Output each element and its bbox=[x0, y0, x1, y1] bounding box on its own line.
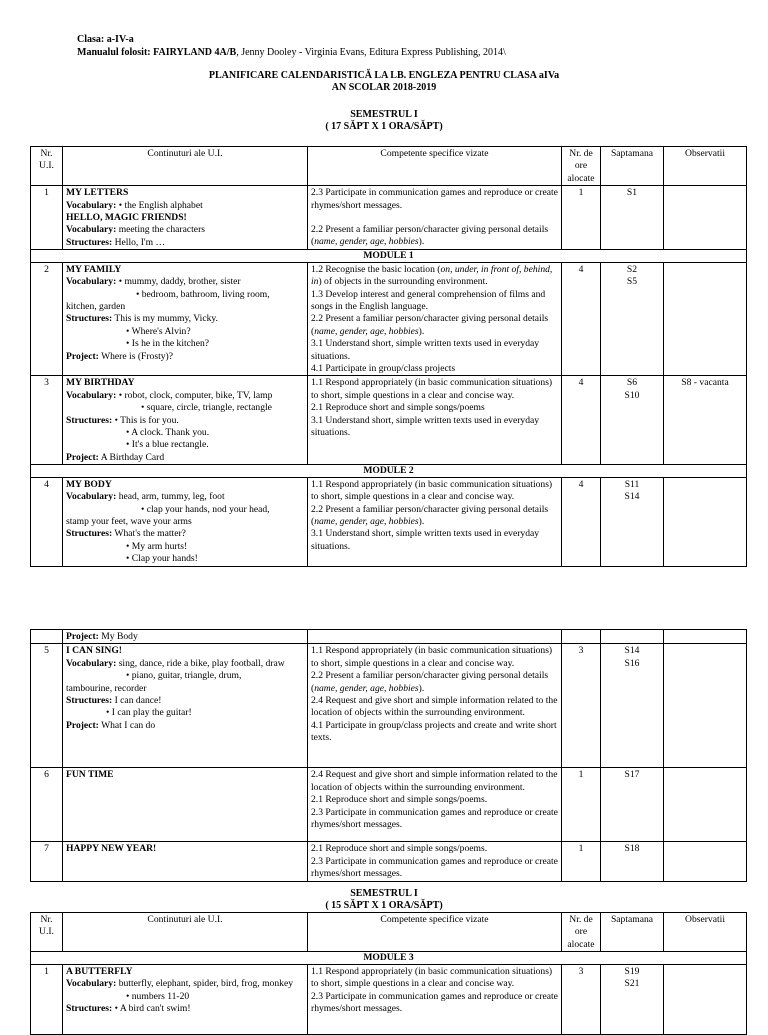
table-header-row bbox=[31, 147, 747, 186]
competence: 2.1 Reproduce short and simple songs/poems bbox=[311, 402, 485, 414]
row-hours: 4 bbox=[562, 477, 601, 566]
row-week bbox=[601, 644, 664, 768]
row-competences bbox=[308, 768, 562, 842]
module-row bbox=[31, 250, 747, 263]
class-line: Clasa: a-IV-a bbox=[77, 34, 134, 45]
structures-label: Structures: bbox=[66, 695, 113, 707]
vocab-label: Vocabulary: bbox=[66, 276, 117, 288]
unit-title: I CAN SING! bbox=[66, 645, 122, 657]
table-row bbox=[31, 842, 747, 881]
vocab-text: • robot, clock, computer, bike, TV, lamp bbox=[116, 389, 273, 401]
unit-title: MY BODY bbox=[66, 478, 112, 490]
table-row bbox=[31, 768, 747, 842]
project-text: What I can do bbox=[98, 719, 156, 731]
unit-title: FUN TIME bbox=[66, 769, 114, 781]
vocab-text: kitchen, garden bbox=[66, 300, 126, 312]
competence: 2.4 Request and give short and simple information related to the location of objects within the surrounding environment. bbox=[311, 769, 558, 793]
competence: 1.1 Respond appropriately (in basic communication situations) to short, simple questions in a clear and concise way. bbox=[311, 645, 553, 669]
unit-title: HAPPY NEW YEAR! bbox=[66, 843, 157, 855]
row-week bbox=[601, 262, 664, 376]
row-hours: 1 bbox=[562, 186, 601, 250]
week-start: S19 bbox=[624, 965, 640, 977]
row-hours: 4 bbox=[562, 262, 601, 376]
week-end: S21 bbox=[624, 978, 640, 990]
header-content: Continuturi ale U.I. bbox=[63, 913, 308, 952]
competence: 3.1 Understand short, simple written texts used in everyday situations. bbox=[311, 528, 540, 552]
header-content: Continuturi ale U.I. bbox=[63, 147, 308, 186]
unit-title: MY BIRTHDAY bbox=[66, 377, 135, 389]
structures-text: • Where's Alvin? bbox=[126, 325, 191, 337]
row-week: S17 bbox=[601, 768, 664, 842]
competence-text: ) of objects in the surrounding environment. bbox=[318, 276, 488, 288]
vocab-label: Vocabulary: bbox=[66, 491, 117, 503]
structures-label: Structures: bbox=[66, 1002, 113, 1014]
row-obs: S8 - vacanta bbox=[664, 376, 747, 465]
header-nr: Nr. U.I. bbox=[31, 913, 63, 952]
competence bbox=[311, 224, 558, 249]
vocab-text: tambourine, recorder bbox=[66, 682, 147, 694]
vocab-text: stamp your feet, wave your arms bbox=[66, 515, 192, 527]
row-nr: 7 bbox=[31, 842, 63, 881]
vocab-text: • bedroom, bathroom, living room, bbox=[136, 288, 270, 300]
planning-table-1 bbox=[30, 146, 747, 567]
competence: 2.3 Participate in communication games and reproduce or create rhymes/short messages. bbox=[311, 990, 558, 1014]
structures-label: Structures: bbox=[66, 414, 113, 426]
row-content bbox=[63, 630, 308, 644]
vocab-label: Vocabulary: bbox=[66, 389, 117, 401]
competence-text: ). bbox=[418, 325, 425, 337]
project-text: Where is (Frosty)? bbox=[98, 350, 173, 362]
row-nr: 6 bbox=[31, 768, 63, 842]
document-header bbox=[77, 34, 737, 59]
main-title: PLANIFICARE CALENDARISTICĂ LA LB. ENGLEZA PENTRU CLASA aIVa bbox=[208, 70, 560, 81]
row-nr: 2 bbox=[31, 262, 63, 376]
vocab-text: • numbers 11-20 bbox=[126, 990, 190, 1002]
competence: 1.1 Respond appropriately (in basic communication situations) to short, simple questions in a clear and concise way. bbox=[311, 377, 553, 401]
row-week: S18 bbox=[601, 842, 664, 881]
row-hours: 1 bbox=[562, 768, 601, 842]
row-nr: 4 bbox=[31, 477, 63, 566]
row-nr: 1 bbox=[31, 964, 63, 1034]
semester-subtitle-2: ( 15 SĂPT X 1 ORA/SĂPT) bbox=[325, 900, 443, 911]
row-hours: 3 bbox=[562, 964, 601, 1034]
competence-text: 2.2 Present a familiar person/character giving personal details ( bbox=[311, 313, 549, 337]
header-competences: Competente specifice vizate bbox=[308, 913, 562, 952]
school-year: AN SCOLAR 2018-2019 bbox=[331, 82, 437, 93]
competence-text: ). bbox=[418, 236, 425, 248]
row-obs bbox=[664, 842, 747, 881]
vocab-label: Vocabulary: bbox=[66, 224, 117, 236]
vocab-text: • square, circle, triangle, rectangle bbox=[141, 402, 272, 414]
vocab-text: sing, dance, ride a bike, play football, draw bbox=[116, 657, 285, 669]
semester-subtitle: ( 17 SĂPT X 1 ORA/SĂPT) bbox=[325, 121, 443, 132]
vocab-text: • mummy, daddy, brother, sister bbox=[116, 276, 241, 288]
table-row bbox=[31, 376, 747, 465]
competence bbox=[311, 264, 558, 289]
row-hours: 1 bbox=[562, 842, 601, 881]
row-obs bbox=[664, 477, 747, 566]
competence-text: 2.2 Present a familiar person/character giving personal details ( bbox=[311, 503, 549, 527]
header-hours: Nr. de ore alocate bbox=[562, 147, 601, 186]
competence: 2.1 Reproduce short and simple songs/poems. bbox=[311, 843, 488, 855]
competence bbox=[311, 670, 558, 695]
competence-text: 1.2 Recognise the basic location ( bbox=[311, 263, 441, 275]
structures-label: Structures: bbox=[66, 528, 113, 540]
planning-table-2 bbox=[30, 912, 747, 1035]
row-competences bbox=[308, 644, 562, 768]
structures-text: This is my mummy, Vicky. bbox=[112, 313, 218, 325]
structures-label: Structures: bbox=[66, 313, 113, 325]
structures-text: • I can play the guitar! bbox=[106, 707, 192, 719]
competence: 1.1 Respond appropriately (in basic communication situations) to short, simple questions in a clear and concise way. bbox=[311, 478, 553, 503]
row-competences bbox=[308, 477, 562, 566]
row-competences bbox=[308, 630, 562, 644]
competence: 2.3 Participate in communication games and reproduce or create rhymes/short messages. bbox=[311, 806, 558, 831]
table-row bbox=[31, 262, 747, 376]
structures-text: Hello, I'm … bbox=[112, 236, 166, 248]
week-end: S14 bbox=[624, 491, 640, 503]
competence-text: 2.2 Present a familiar person/character giving personal details ( bbox=[311, 224, 549, 248]
week-end: S5 bbox=[626, 276, 638, 288]
vocab-label: Vocabulary: bbox=[66, 978, 117, 990]
structures-text: • Clap your hands! bbox=[126, 553, 198, 565]
week-end: S10 bbox=[624, 389, 640, 401]
row-hours: 3 bbox=[562, 644, 601, 768]
row-obs bbox=[664, 186, 747, 250]
competence: 4.1 Participate in group/class projects bbox=[311, 363, 456, 374]
week-start: S11 bbox=[624, 478, 640, 490]
row-competences bbox=[308, 842, 562, 881]
module-row bbox=[31, 465, 747, 478]
week-end: S16 bbox=[624, 657, 640, 669]
row-obs bbox=[664, 768, 747, 842]
row-week bbox=[601, 376, 664, 465]
competence: 2.1 Reproduce short and simple songs/poems. bbox=[311, 794, 488, 806]
competence: 1.3 Develop interest and general comprehension of films and songs in the English language. bbox=[311, 288, 546, 312]
competence: 2.3 Participate in communication games and reproduce or create rhymes/short messages. bbox=[311, 187, 558, 211]
competence-italic: name, gender, age, hobbies bbox=[314, 515, 419, 527]
competence: 1.1 Respond appropriately (in basic communication situations) to short, simple questions in a clear and concise way. bbox=[311, 965, 553, 990]
header-week: Saptamana bbox=[601, 147, 664, 186]
structures-text: • Is he in the kitchen? bbox=[126, 338, 210, 350]
row-obs bbox=[664, 630, 747, 644]
project-label: Project: bbox=[66, 719, 99, 731]
unit-title: MY FAMILY bbox=[66, 263, 122, 275]
table-row bbox=[31, 477, 747, 566]
row-week bbox=[601, 477, 664, 566]
row-nr: 5 bbox=[31, 644, 63, 768]
module-title: MODULE 2 bbox=[31, 465, 747, 478]
unit-title: A BUTTERFLY bbox=[66, 965, 133, 977]
competence: 2.3 Participate in communication games and reproduce or create rhymes/short messages. bbox=[311, 855, 558, 880]
vocab-text: • piano, guitar, triangle, drum, bbox=[126, 670, 242, 682]
unit-title: MY LETTERS bbox=[66, 187, 129, 199]
row-nr bbox=[31, 630, 63, 644]
vocab-text: head, arm, tummy, leg, foot bbox=[116, 491, 225, 503]
row-competences bbox=[308, 262, 562, 376]
row-competences bbox=[308, 186, 562, 250]
header-nr: Nr. U.I. bbox=[31, 147, 63, 186]
structures-text: • It's a blue rectangle. bbox=[126, 439, 209, 451]
row-hours: 4 bbox=[562, 376, 601, 465]
table-row bbox=[31, 644, 747, 768]
semester-title-2: SEMESTRUL I bbox=[350, 888, 418, 899]
competence: 4.1 Participate in group/class projects and create and write short texts. bbox=[311, 719, 557, 744]
competence bbox=[311, 313, 558, 338]
row-content bbox=[63, 477, 308, 566]
vocab-text: • clap your hands, nod your head, bbox=[141, 503, 270, 515]
competence-italic: name, gender, age, hobbies bbox=[314, 682, 419, 694]
competence-italic: on, under, in front of, behind, in bbox=[311, 263, 553, 288]
header-obs: Observatii bbox=[664, 913, 747, 952]
unit-title: HELLO, MAGIC FRIENDS! bbox=[66, 212, 187, 224]
semester-title: SEMESTRUL I bbox=[350, 109, 418, 120]
structures-label: Structures: bbox=[66, 236, 113, 248]
vocab-label: Vocabulary: bbox=[66, 657, 117, 669]
manual-rest: , Jenny Dooley - Virginia Evans, Editura Express Publishing, 2014\ bbox=[236, 46, 506, 58]
competence: 2.4 Request and give short and simple information related to the location of objects within the surrounding environment. bbox=[311, 695, 558, 719]
vocab-text: butterfly, elephant, spider, bird, frog, monkey bbox=[116, 978, 293, 990]
structures-text: • This is for you. bbox=[112, 414, 179, 426]
project-label: Project: bbox=[66, 631, 99, 642]
row-week: S1 bbox=[601, 186, 664, 250]
module-title: MODULE 1 bbox=[31, 250, 747, 263]
competence: 3.1 Understand short, simple written texts used in everyday situations. bbox=[311, 338, 540, 362]
structures-text: • My arm hurts! bbox=[126, 540, 188, 552]
structures-text: • A bird can't swim! bbox=[112, 1002, 191, 1014]
vocab-text: meeting the characters bbox=[116, 224, 205, 236]
competence-text: ). bbox=[418, 515, 425, 527]
table-header-row bbox=[31, 913, 747, 952]
structures-text: I can dance! bbox=[112, 695, 162, 707]
row-content bbox=[63, 768, 308, 842]
row-content bbox=[63, 644, 308, 768]
row-nr: 3 bbox=[31, 376, 63, 465]
row-competences bbox=[308, 376, 562, 465]
vocab-label: Vocabulary: bbox=[66, 199, 117, 211]
manual-line bbox=[77, 47, 737, 60]
project-label: Project: bbox=[66, 451, 99, 463]
week-start: S2 bbox=[626, 263, 638, 275]
competence-italic: name, gender, age, hobbies bbox=[314, 325, 419, 337]
row-obs bbox=[664, 644, 747, 768]
project-text: A Birthday Card bbox=[98, 451, 165, 463]
row-content bbox=[63, 186, 308, 250]
row-week bbox=[601, 630, 664, 644]
row-content bbox=[63, 376, 308, 465]
project-label: Project: bbox=[66, 350, 99, 362]
structures-text: • A clock. Thank you. bbox=[126, 427, 210, 439]
header-hours: Nr. de ore alocate bbox=[562, 913, 601, 952]
project-text: My Body bbox=[98, 631, 138, 642]
table-row bbox=[31, 186, 747, 250]
header-week: Saptamana bbox=[601, 913, 664, 952]
planning-table-1-continued bbox=[30, 629, 747, 882]
vocab-text: • the English alphabet bbox=[116, 199, 203, 211]
table-row bbox=[31, 630, 747, 644]
competence: 3.1 Understand short, simple written texts used in everyday situations. bbox=[311, 414, 540, 439]
row-content bbox=[63, 842, 308, 881]
competence-text: ). bbox=[418, 682, 425, 694]
manual-prefix: Manualul folosit: bbox=[77, 46, 154, 58]
week-start: S14 bbox=[624, 645, 640, 657]
row-content bbox=[63, 262, 308, 376]
header-competences: Competente specifice vizate bbox=[308, 147, 562, 186]
structures-text: What's the matter? bbox=[112, 528, 186, 540]
competence-italic: name, gender, age, hobbies bbox=[314, 236, 419, 248]
header-obs: Observatii bbox=[664, 147, 747, 186]
row-hours bbox=[562, 630, 601, 644]
competence bbox=[311, 504, 558, 529]
row-nr: 1 bbox=[31, 186, 63, 250]
module-row bbox=[31, 952, 747, 965]
row-obs bbox=[664, 262, 747, 376]
module-title: MODULE 3 bbox=[31, 952, 747, 965]
week-start: S6 bbox=[626, 377, 638, 389]
manual-title: FAIRYLAND 4A/B bbox=[153, 46, 237, 58]
competence-text: 2.2 Present a familiar person/character giving personal details ( bbox=[311, 670, 549, 694]
